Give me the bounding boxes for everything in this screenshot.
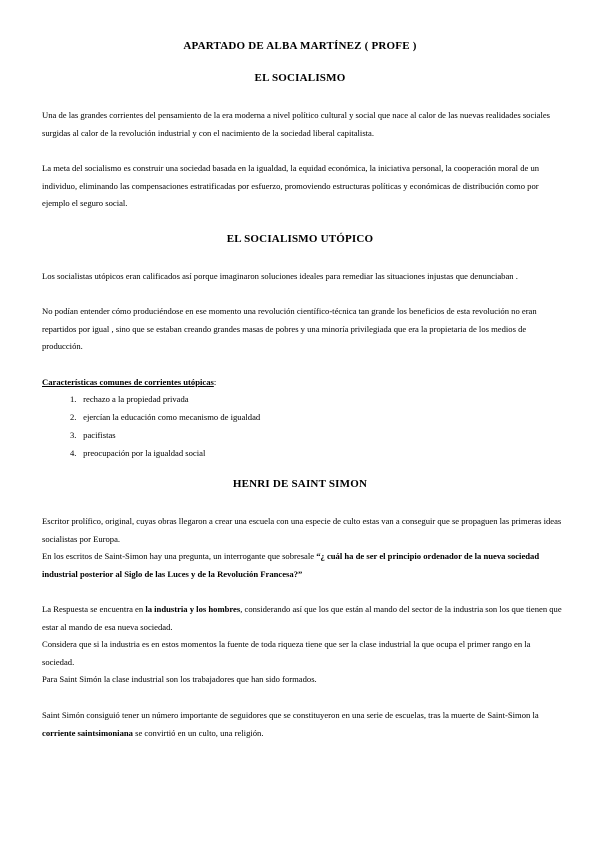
paragraph-saint-simon-seguidores: Saint Simón consiguió tener un número importante de seguidores que se constituyeron en una serie de escuelas, tras la muerte de Saint-Simon la corriente saintsimoniana se convirtió en un culto, una religión.: [42, 710, 539, 738]
corriente-highlight: corriente saintsimoniana: [42, 727, 133, 738]
saint-simon-question: “¿ cuál ha de ser el principio ordenador de la nueva sociedad industrial posterior al Siglo de las Luces y de la Revolución Francesa?”: [42, 551, 540, 579]
paragraph-saint-simon-escritor: Escritor prolífico, original, cuyas obras llegaron a crear una escuela con una especie de culto estas van a conseguir que se propaguen las primeras ideas socialistas por Europa.: [42, 516, 562, 544]
heading-socialismo: EL SOCIALISMO: [254, 72, 346, 84]
characteristics-colon: :: [213, 377, 217, 387]
list-item: 3. pacifistas: [70, 430, 116, 440]
paragraph-socialismo-definition: Una de las grandes corrientes del pensamiento de la era moderna a nivel político cultural y social que nace al calor de las nuevas realidades sociales surgidas al calor de la revolución industrial y con el nacimiento de la sociedad liberal capitalista.: [42, 110, 551, 138]
characteristics-list: [70, 390, 370, 462]
characteristics-label: Características comunes de corrientes utópicas: [42, 377, 214, 387]
heading-socialismo-utopico: EL SOCIALISMO UTÓPICO: [226, 233, 374, 245]
heading-saint-simon: HENRI DE SAINT SIMON: [232, 478, 368, 490]
paragraph-socialismo-goal: La meta del socialismo es construir una sociedad basada en la igualdad, la equidad económica, la iniciativa personal, la cooperación moral de un individuo, eliminando las compensaciones estratificadas por esfuerzo, promoviendo estructuras políticas y económicas de distribución como por ejemplo el seguro social.: [42, 163, 540, 208]
paragraph-saint-simon-respuesta: La Respuesta se encuentra en la industria y los hombres, considerando así que los que están al mando del sector de la industria son los que tienen que estar al mando de esa nueva sociedad.: [42, 604, 562, 632]
document-title: APARTADO DE ALBA MARTÍNEZ ( PROFE ): [183, 40, 417, 52]
paragraph-saint-simon-clase: Para Saint Simón la clase industrial son los trabajadores que han sido formados.: [42, 674, 317, 684]
paragraph-saint-simon-pregunta: En los escritos de Saint-Simon hay una pregunta, un interrogante que sobresale “¿ cuál ha de ser el principio ordenador de la nueva sociedad industrial posterior al Siglo de las Luces y de la Revolución Francesa?”: [42, 551, 540, 579]
respuesta-highlight: la industria y los hombres: [145, 604, 241, 614]
list-item: 2. ejercían la educación como mecanismo de igualdad: [70, 412, 261, 422]
list-item: 1. rechazo a la propiedad privada: [70, 394, 189, 404]
paragraph-saint-simon-industria: Considera que si la industria es en estos momentos la fuente de toda riqueza tiene que ser la clase industrial la que ocupa el primer rango en la sociedad.: [42, 639, 531, 667]
paragraph-utopicos-intro: Los socialistas utópicos eran calificados así porque imaginaron soluciones ideales para remediar las situaciones injustas que denunciaban .: [42, 271, 518, 281]
paragraph-utopicos-revolucion: No podían entender cómo produciéndose en ese momento una revolución científico-técnica tan grande los beneficios de esta revolución no eran repartidos por igual , sino que se estaban creando grandes masas de pobres y una minoría privilegiada que era la propietaria de los medios de producción.: [42, 306, 537, 351]
characteristics-heading: [42, 374, 562, 392]
list-item: 4. preocupación por la igualdad social: [70, 448, 206, 458]
